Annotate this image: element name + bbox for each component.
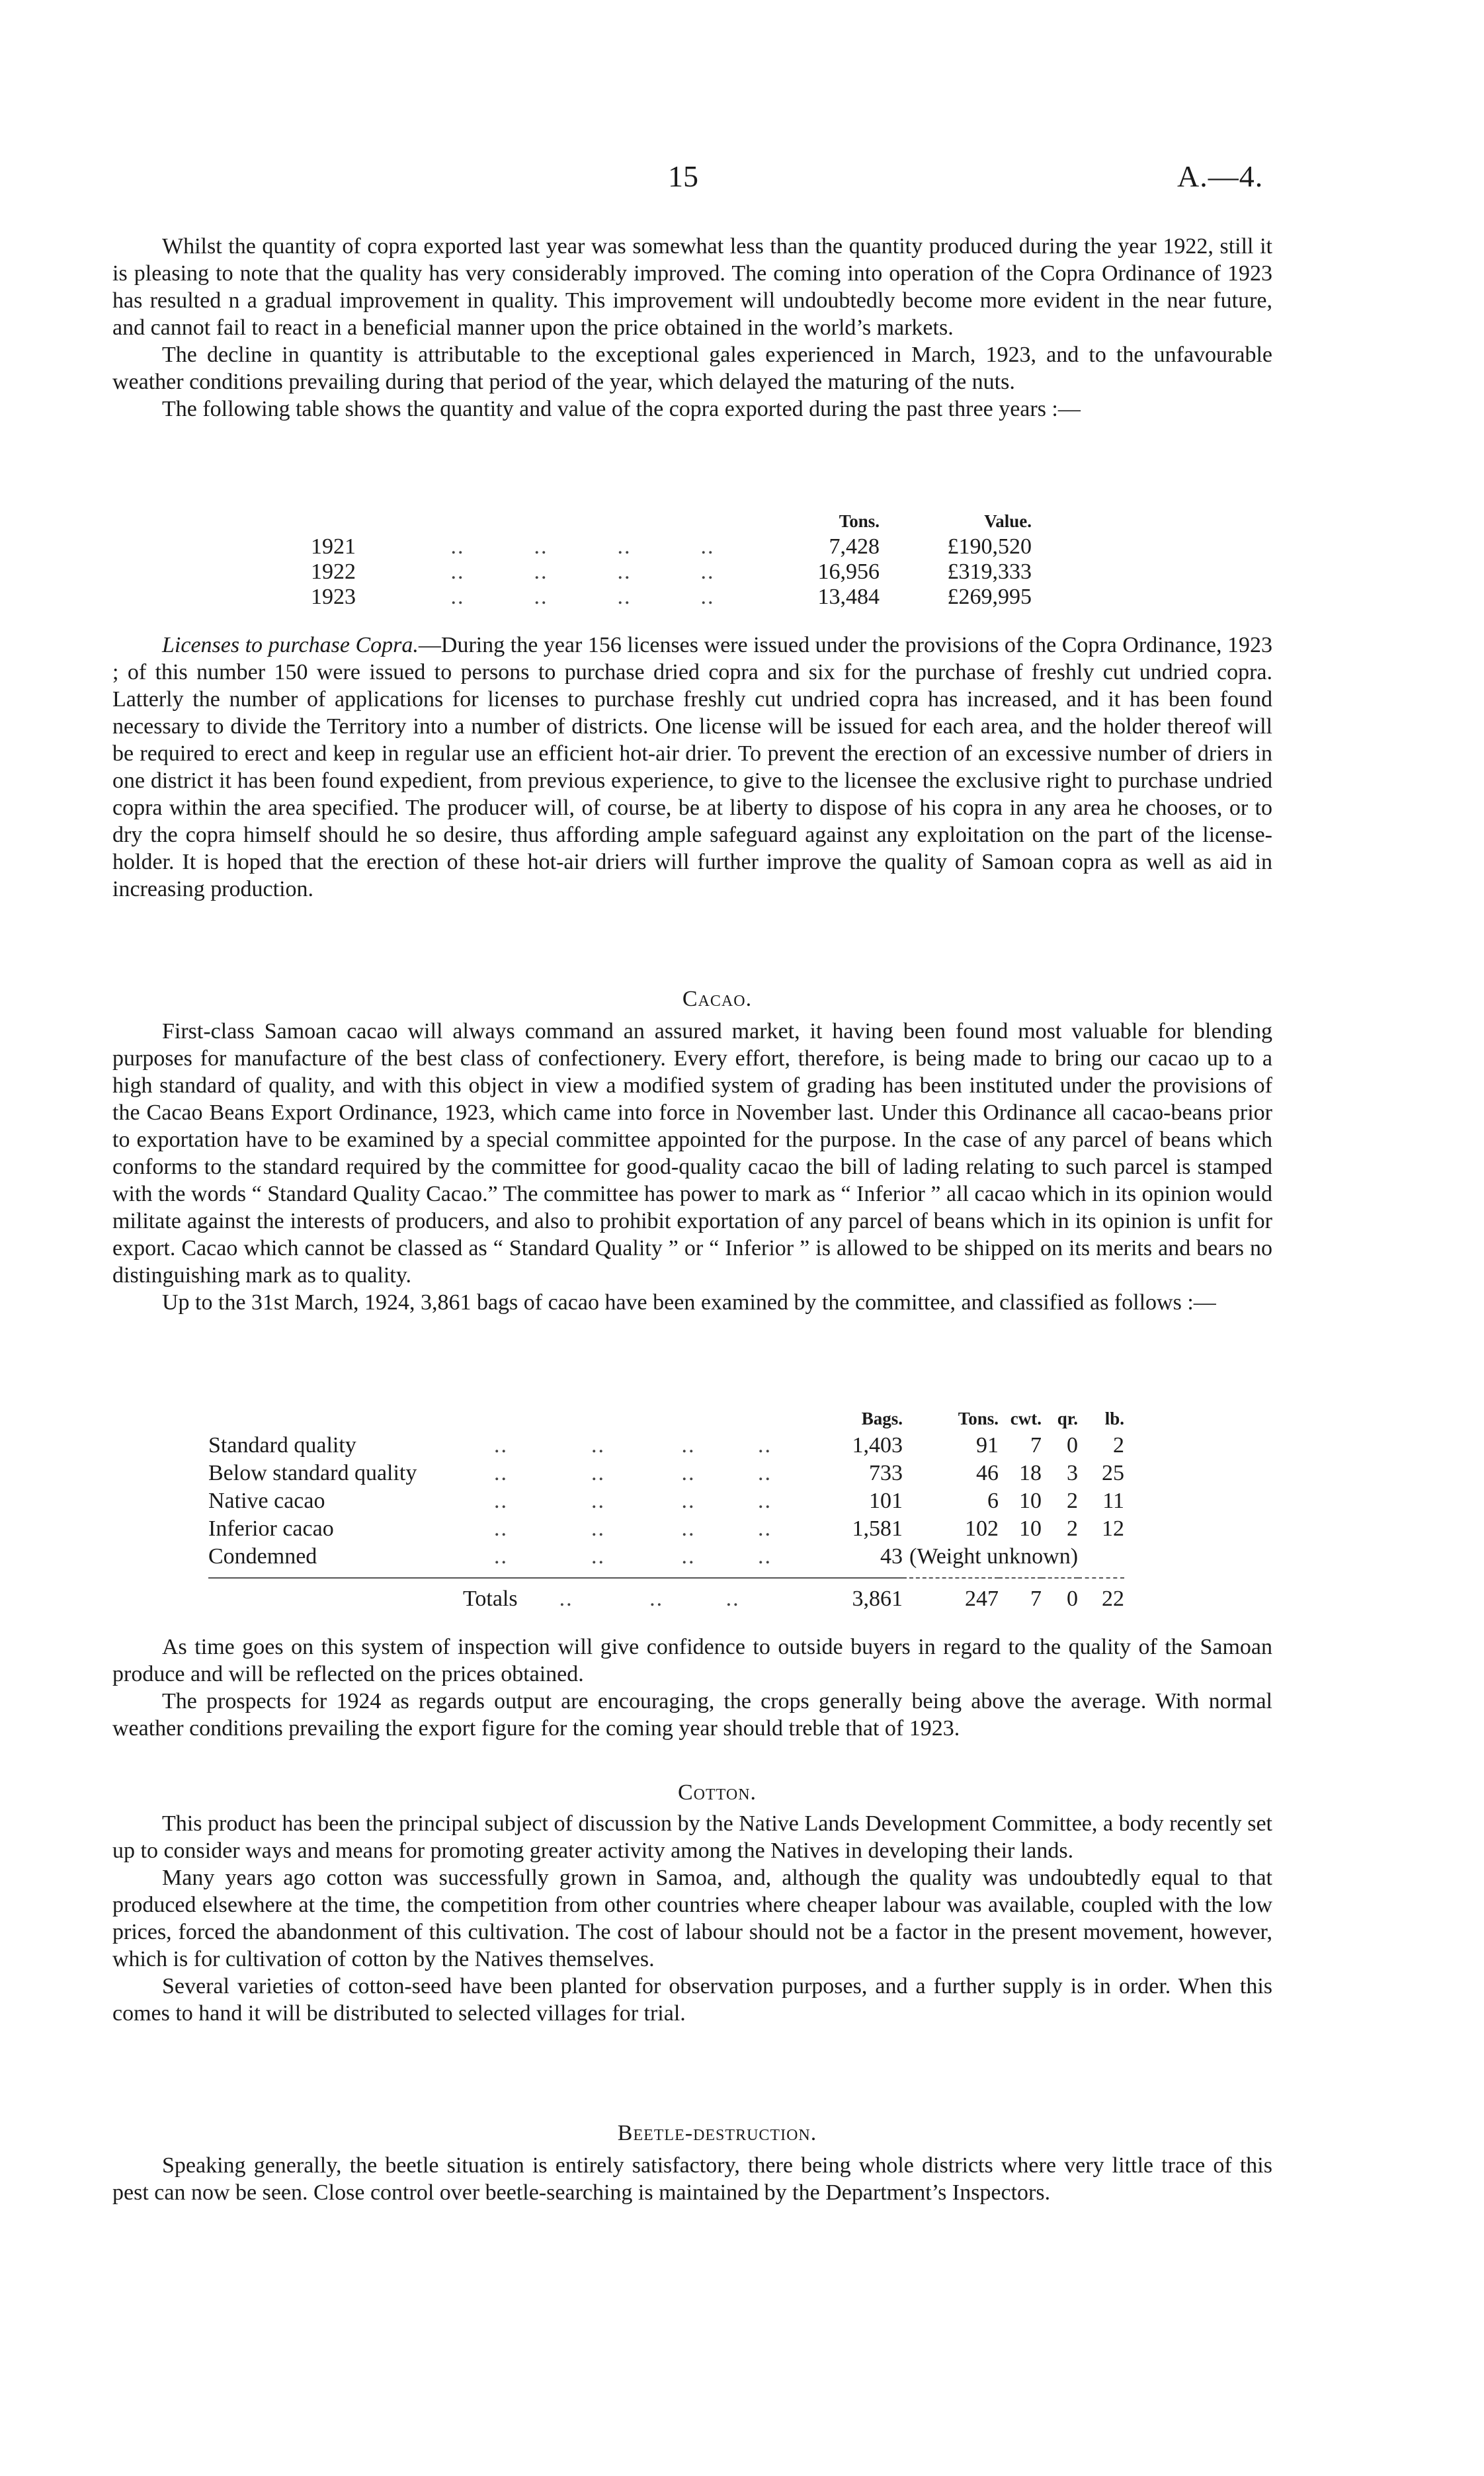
total-bags: 3,861 bbox=[852, 1586, 903, 1611]
qr-cell: 2 bbox=[1067, 1489, 1078, 1513]
cacao-section bbox=[112, 985, 1272, 1316]
tons-cell: 13,484 bbox=[817, 585, 880, 609]
table-row: 1921 .. .. .. .. 7,428 £190,520 bbox=[311, 534, 1032, 559]
cwt-cell: 10 bbox=[1019, 1516, 1042, 1541]
licenses-heading: Licenses to purchase Copra. bbox=[162, 633, 419, 657]
bags-cell: 101 bbox=[869, 1489, 903, 1513]
total-tons: 247 bbox=[965, 1586, 999, 1611]
weight-unknown-note: (Weight unknown) bbox=[909, 1544, 1079, 1569]
table-row: Inferior cacao .. .. .. .. 1,581 102 10 2 12 bbox=[208, 1515, 1124, 1543]
col-qr-header: qr. bbox=[1057, 1408, 1078, 1428]
value-cell: £319,333 bbox=[947, 559, 1032, 584]
copra-paragraph-3: The following table shows the quantity and value of the copra exported during the past three years :— bbox=[162, 397, 1081, 421]
cacao-paragraph-1: First-class Samoan cacao will always command an assured market, it having been found most valuable for blending purposes for manufacture of the best class of confectionery. Every effort, therefore, is being made to bring our cacao up to a high standard of quality, and with this object in view a modified system of grading has been instituted under the provisions of the Cacao Beans Export Ordinance, 1923, which came into force in November last. Under this Ordinance all cacao-beans prior to exportation have to be examined by a special committee appointed for the purpose. In the case of any parcel of beans which conforms to the standard required by the committee for good-quality cacao the bill of lading relating to such parcel is stamped with the words “ Standard Quality Cacao.” The committee has power to mark as “ Inferior ” all cacao which in its opinion would militate against the interests of producers, and also to prohibit exportation of any parcel of beans which in its opinion is unfit for export. Cacao which cannot be classed as “ Standard Quality ” or “ Inferior ” is allowed to be shipped on its merits and bears no distinguishing mark as to quality. bbox=[112, 1019, 1272, 1288]
col-tons-header: Tons. bbox=[958, 1408, 999, 1428]
page-header bbox=[0, 159, 1484, 205]
licenses-text: —During the year 156 licenses were issued under the provisions of the Copra Ordinance, 1923 ; of this number 150 were issued to persons to purchase dried copra and six for the purchase of freshly cut undried copra. Latterly the number of applications for licenses to purchase freshly cut undried copra has increased, and it has been found necessary to divide the Territory into a number of districts. One license will be issued for each area, and the holder thereof will be required to erect and keep in regular use an efficient hot-air drier. To prevent the erection of an excessive number of driers in one district it has been found expedient, from previous experience, to give to the licensee the exclusive right to purchase undried copra within the area specified. The producer will, of course, be at liberty to dispose of his copra in any area he chooses, or to dry the copra himself should he so desire, thus affording ample safeguard against any exploitation on the part of the license-holder. It is hoped that the erection of these hot-air driers will further improve the quality of Samoan copra as well as aid in increasing production. bbox=[112, 633, 1272, 901]
lb-cell: 25 bbox=[1102, 1461, 1124, 1485]
table-row: Standard quality .. .. .. .. 1,403 91 7 0 2 bbox=[208, 1432, 1124, 1460]
cacao-paragraph-3: As time goes on this system of inspection will give confidence to outside buyers in regard to the quality of the Samoan produce and will be reflected on the prices obtained. bbox=[112, 1635, 1272, 1686]
table-rule bbox=[208, 1571, 1124, 1578]
cotton-section bbox=[112, 1779, 1272, 2027]
qr-cell: 0 bbox=[1067, 1433, 1078, 1458]
col-cwt-header: cwt. bbox=[1010, 1408, 1042, 1428]
copra-export-table bbox=[311, 508, 1032, 610]
tons-cell: 91 bbox=[976, 1433, 999, 1458]
cacao-paragraph-2: Up to the 31st March, 1924, 3,861 bags of cacao have been examined by the committee, and classified as follows :— bbox=[162, 1290, 1216, 1315]
col-tons-header: Tons. bbox=[839, 511, 880, 531]
tons-cell: 7,428 bbox=[829, 534, 880, 559]
table-row: Below standard quality .. .. .. .. 733 46 18 3 25 bbox=[208, 1460, 1124, 1487]
cacao-paragraph-4: The prospects for 1924 as regards output are encouraging, the crops generally being above the average. With normal weather conditions prevailing the export figure for the coming year should treble that of 1923. bbox=[112, 1689, 1272, 1741]
lb-cell: 12 bbox=[1102, 1516, 1124, 1541]
year-cell: 1922 bbox=[311, 559, 356, 584]
beetle-heading: Beetle-destruction. bbox=[617, 2121, 817, 2145]
row-label: Below standard quality bbox=[208, 1461, 417, 1485]
totals-row: Totals .. .. .. 3,861 247 7 0 22 bbox=[208, 1578, 1124, 1619]
table-row: 1923 .. .. .. .. 13,484 £269,995 bbox=[311, 585, 1032, 609]
total-cwt: 7 bbox=[1030, 1586, 1042, 1611]
cotton-paragraph-3: Several varieties of cotton-seed have been planted for observation purposes, and a further supply is in order. When this comes to hand it will be distributed to selected villages for trial. bbox=[112, 1974, 1272, 2026]
tons-cell: 6 bbox=[987, 1489, 999, 1513]
col-lb-header: lb. bbox=[1104, 1408, 1124, 1428]
cwt-cell: 10 bbox=[1019, 1489, 1042, 1513]
cacao-heading: Cacao. bbox=[682, 987, 753, 1011]
bags-cell: 43 bbox=[880, 1544, 903, 1569]
bags-cell: 733 bbox=[869, 1461, 903, 1485]
row-label: Inferior cacao bbox=[208, 1516, 334, 1541]
table-row: Native cacao .. .. .. .. 101 6 10 2 11 bbox=[208, 1487, 1124, 1515]
col-value-header: Value. bbox=[984, 511, 1032, 531]
qr-cell: 2 bbox=[1067, 1516, 1078, 1541]
bags-cell: 1,581 bbox=[852, 1516, 903, 1541]
cotton-paragraph-2: Many years ago cotton was successfully grown in Samoa, and, although the quality was undoubtedly equal to that produced elsewhere at the time, the competition from other countries where cheaper labour was available, coupled with the low prices, forced the abandonment of this cultivation. The cost of labour should not be a factor in the present movement, however, which is for cultivation of cotton by the Natives themselves. bbox=[112, 1866, 1272, 1971]
cwt-cell: 7 bbox=[1030, 1433, 1042, 1458]
tons-cell: 102 bbox=[965, 1516, 999, 1541]
cacao-outlook bbox=[112, 1633, 1272, 1742]
lb-cell: 2 bbox=[1113, 1433, 1124, 1458]
value-cell: £190,520 bbox=[947, 534, 1032, 559]
totals-label: Totals bbox=[463, 1586, 518, 1611]
bags-cell: 1,403 bbox=[852, 1433, 903, 1458]
value-cell: £269,995 bbox=[947, 585, 1032, 609]
copra-paragraph-2: The decline in quantity is attributable to the exceptional gales experienced in March, 1923, and to the unfavourable weather conditions prevailing during that period of the year, which delayed the maturing of the nuts. bbox=[112, 343, 1272, 394]
licenses-section bbox=[112, 632, 1272, 903]
cacao-classification-table bbox=[208, 1405, 1124, 1619]
qr-cell: 3 bbox=[1067, 1461, 1078, 1485]
cotton-paragraph-1: This product has been the principal subject of discussion by the Native Lands Development Committee, a body recently set up to consider ways and means for promoting greater activity among the Natives in developing their lands. bbox=[112, 1811, 1272, 1863]
total-lb: 22 bbox=[1102, 1586, 1124, 1611]
row-label: Condemned bbox=[208, 1544, 317, 1569]
copra-section bbox=[112, 233, 1272, 423]
row-label: Standard quality bbox=[208, 1433, 356, 1458]
year-cell: 1921 bbox=[311, 534, 356, 559]
table-header-row bbox=[208, 1405, 1124, 1432]
table-row: 1922 .. .. .. .. 16,956 £319,333 bbox=[311, 559, 1032, 584]
total-qr: 0 bbox=[1067, 1586, 1078, 1611]
document-reference: A.—4. bbox=[1177, 159, 1264, 193]
table-row: Condemned .. .. .. .. 43 (Weight unknown) bbox=[208, 1543, 1124, 1571]
cotton-heading: Cotton. bbox=[677, 1780, 757, 1805]
page-number: 15 bbox=[668, 159, 698, 193]
lb-cell: 11 bbox=[1102, 1489, 1124, 1513]
row-label: Native cacao bbox=[208, 1489, 325, 1513]
beetle-paragraph-1: Speaking generally, the beetle situation is entirely satisfactory, there being whole districts where very little trace of this pest can now be seen. Close control over beetle-searching is maintained by the Department’s Inspectors. bbox=[112, 2153, 1272, 2205]
year-cell: 1923 bbox=[311, 585, 356, 609]
beetle-section bbox=[112, 2120, 1272, 2206]
tons-cell: 46 bbox=[976, 1461, 999, 1485]
cwt-cell: 18 bbox=[1019, 1461, 1042, 1485]
col-bags-header: Bags. bbox=[861, 1408, 903, 1428]
table-header-row bbox=[311, 508, 1032, 534]
copra-paragraph-1: Whilst the quantity of copra exported last year was somewhat less than the quantity produced during the year 1922, still it is pleasing to note that the quality has very considerably improved. The coming into operation of the Copra Ordinance of 1923 has resulted n a gradual improvement in quality. This improvement will undoubtedly become more evident in the near future, and cannot fail to react in a beneficial manner upon the price obtained in the world’s markets. bbox=[112, 234, 1272, 340]
licenses-paragraph bbox=[112, 632, 1272, 903]
tons-cell: 16,956 bbox=[817, 559, 880, 584]
